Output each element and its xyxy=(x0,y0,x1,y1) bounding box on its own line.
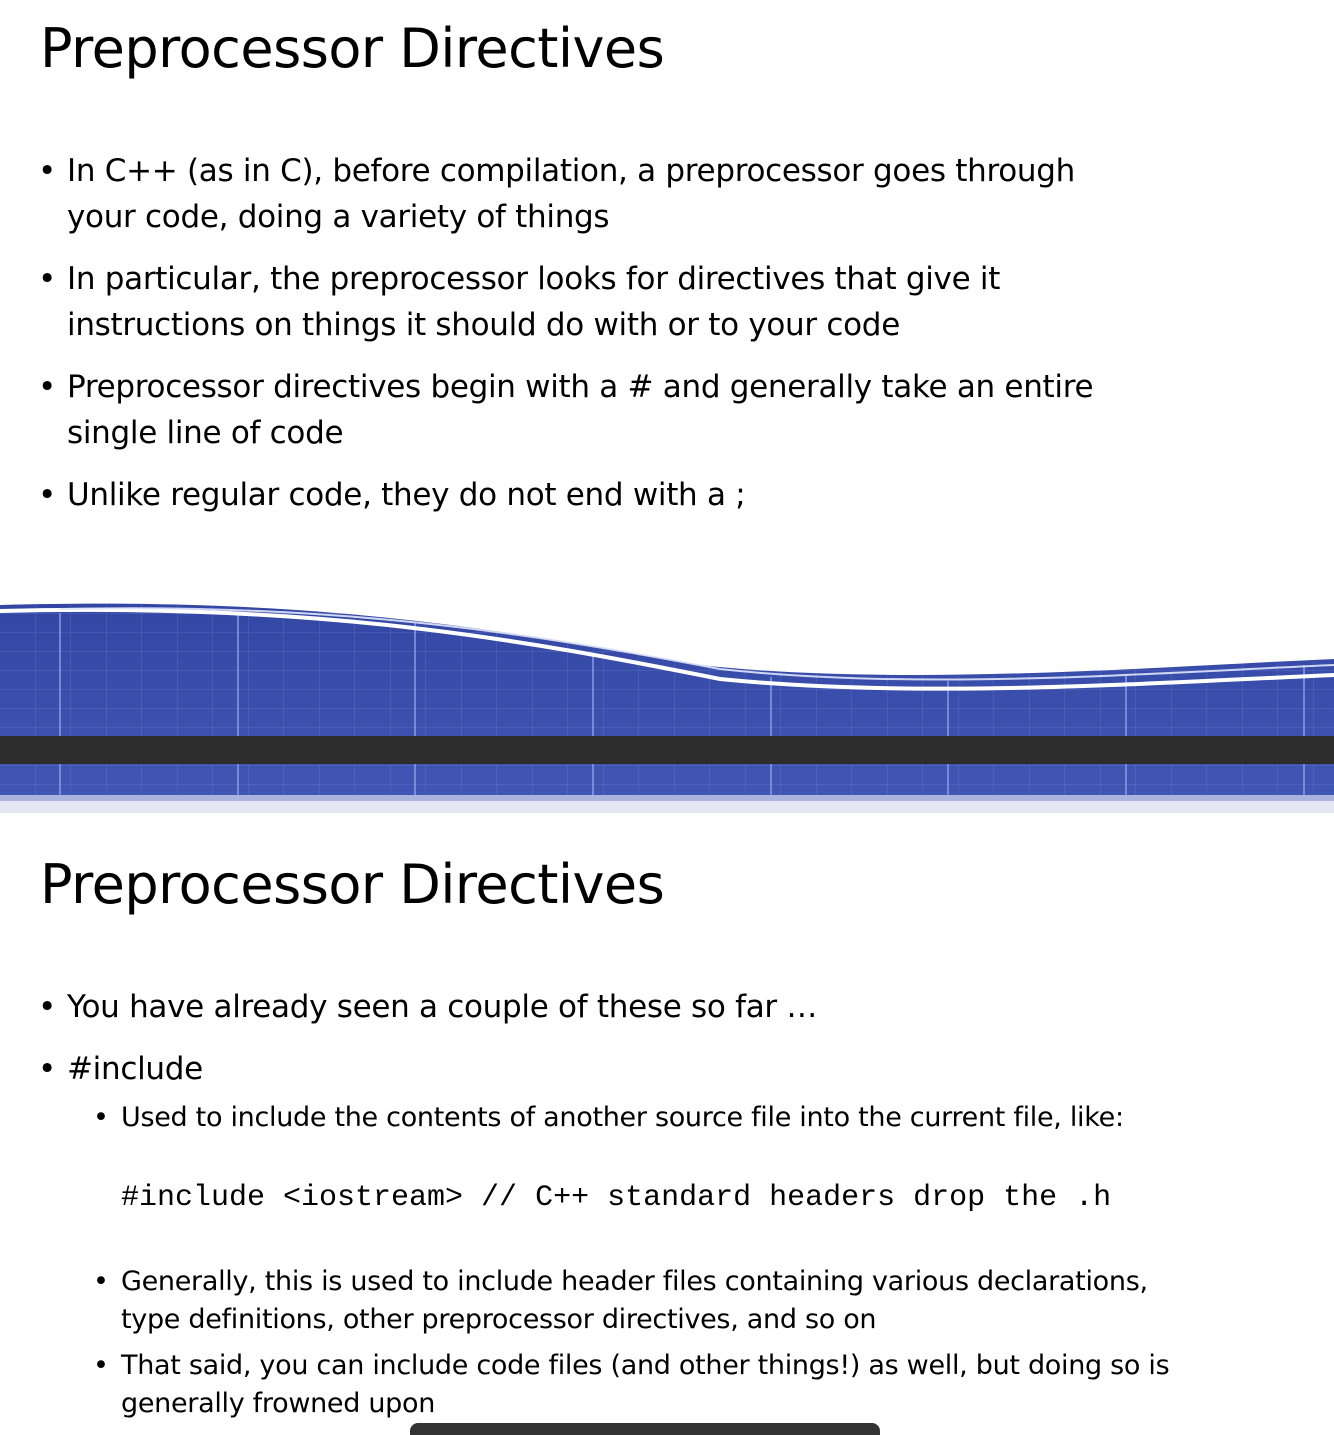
bullet-line: single line of code xyxy=(67,415,344,451)
bullet-line: • Used to include the contents of another source file into the current file, like: xyxy=(121,1102,1124,1133)
slide2-bullet-list xyxy=(0,984,817,1108)
bullet-line: • In C++ (as in C), before compilation, a preprocessor goes through xyxy=(67,153,1075,189)
bullet-line: • In particular, the preprocessor looks for directives that give it xyxy=(67,261,1001,297)
slide2-sub-bullet xyxy=(0,1263,1169,1339)
bullet-line: generally frowned upon xyxy=(121,1388,436,1419)
slide-divider-banner xyxy=(0,595,1334,820)
bullet-line: • Unlike regular code, they do not end with a ; xyxy=(67,477,746,513)
code-example: #include <iostream> // C++ standard headers drop the .h xyxy=(121,1181,1112,1215)
slide2-bullet xyxy=(0,984,817,1030)
slide1-bullet xyxy=(0,364,1093,456)
slide1-title: Preprocessor Directives xyxy=(40,17,665,80)
slide2-sub-bullet-list xyxy=(0,1099,1124,1145)
cropped-shape xyxy=(410,1423,880,1435)
bullet-line: • Generally, this is used to include header files containing various declarations, xyxy=(121,1266,1148,1297)
slide2-sub-bullet xyxy=(0,1347,1169,1423)
bullet-line: • That said, you can include code files (and other things!) as well, but doing so is xyxy=(121,1350,1170,1381)
slide2-sub-bullet xyxy=(0,1099,1124,1137)
bullet-line: • You have already seen a couple of these so far … xyxy=(67,989,818,1025)
slide1-bullet xyxy=(0,256,1093,348)
bullet-line: type definitions, other preprocessor directives, and so on xyxy=(121,1304,877,1335)
slide1-bullet xyxy=(0,148,1093,240)
slide1-bullet-list xyxy=(0,148,1093,534)
bullet-line: • #include xyxy=(67,1051,203,1087)
slide2-title: Preprocessor Directives xyxy=(40,853,665,916)
slide2-bullet xyxy=(0,1046,817,1092)
slide1-bullet xyxy=(0,472,1093,518)
slide2-sub-bullet-list-2 xyxy=(0,1263,1169,1431)
bullet-line: your code, doing a variety of things xyxy=(67,199,610,235)
bullet-line: • Preprocessor directives begin with a # and generally take an entire xyxy=(67,369,1094,405)
bullet-line: instructions on things it should do with or to your code xyxy=(67,307,900,343)
